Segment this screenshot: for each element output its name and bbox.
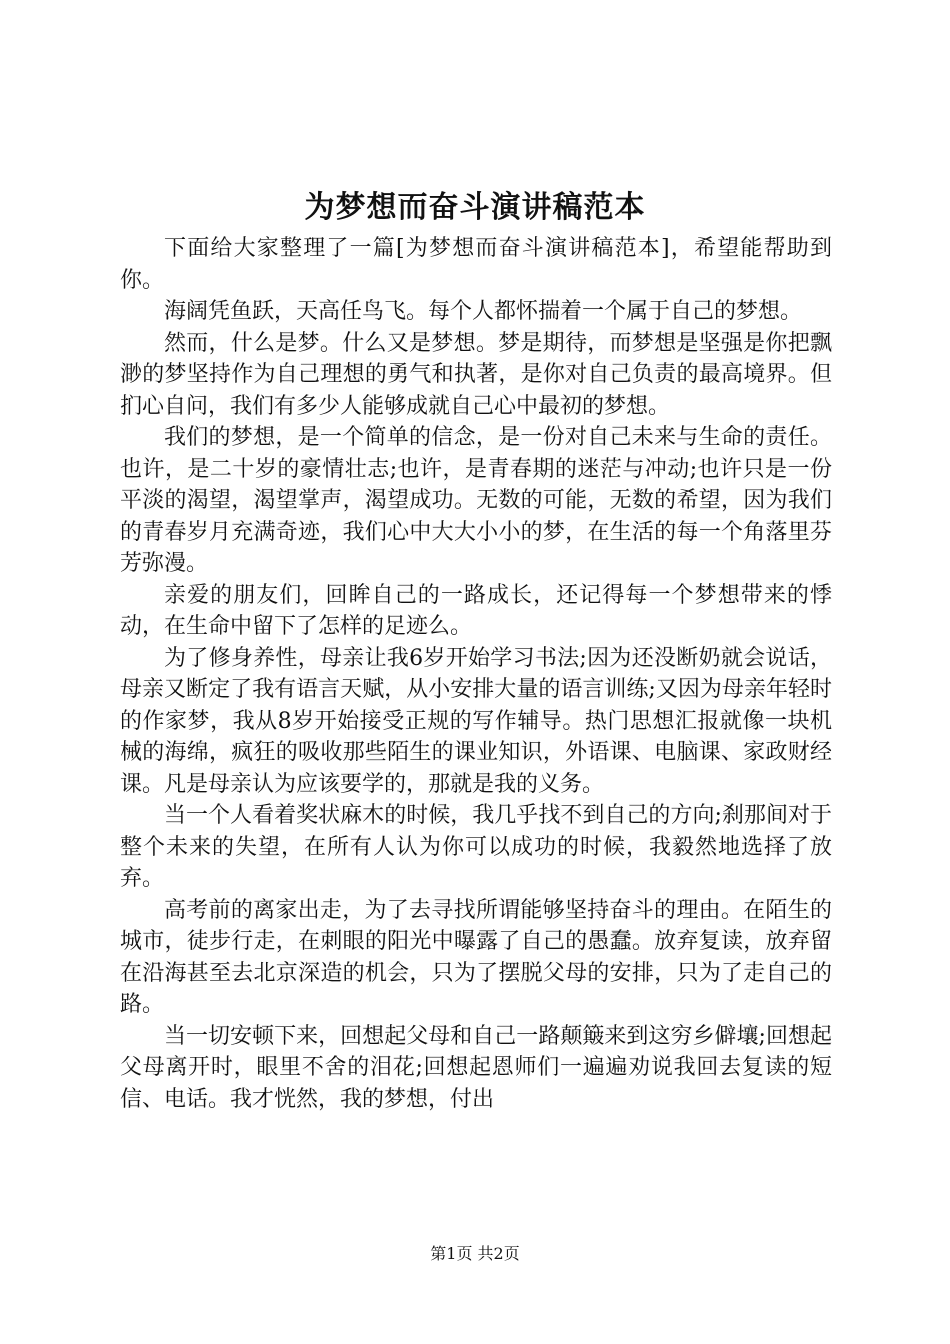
page-footer: [0, 1243, 950, 1265]
page-number: 第1页 共2页: [430, 1244, 520, 1263]
paragraph: 当一切安顿下来，回想起父母和自己一路颠簸来到这穷乡僻壤;回想起父母离开时，眼里不舍的泪花;回想起恩师们一遍遍劝说我回去复读的短信、电话。我才恍然，我的梦想，付出: [120, 1023, 832, 1112]
document-body: [120, 233, 832, 1115]
paragraph: 为了修身养性，母亲让我6岁开始学习书法;因为还没断奶就会说话，母亲又断定了我有语言天赋，从小安排大量的语言训练;又因为母亲年轻时的作家梦，我从8岁开始接受正规的写作辅导。热门思想汇报就像一块机械的海绵，疯狂的吸收那些陌生的课业知识，外语课、电脑课、家政财经课。凡是母亲认为应该要学的，那就是我的义务。: [120, 645, 832, 797]
paragraph: 亲爱的朋友们，回眸自己的一路成长，还记得每一个梦想带来的悸动，在生命中留下了怎样的足迹么。: [120, 582, 832, 639]
paragraph: 下面给大家整理了一篇[为梦想而奋斗演讲稿范本]，希望能帮助到你。: [120, 236, 832, 293]
paragraph: 海阔凭鱼跃，天高任鸟飞。每个人都怀揣着一个属于自己的梦想。: [164, 299, 803, 324]
paragraph: 高考前的离家出走，为了去寻找所谓能够坚持奋斗的理由。在陌生的城市，徒步行走，在刺眼的阳光中曝露了自己的愚蠢。放弃复读，放弃留在沿海甚至去北京深造的机会，只为了摆脱父母的安排，只为了走自己的路。: [120, 897, 832, 1017]
paragraph: 当一个人看着奖状麻木的时候，我几乎找不到自己的方向;刹那间对于整个未来的失望，在所有人认为你可以成功的时候，我毅然地选择了放弃。: [120, 803, 832, 891]
paragraph: 然而，什么是梦。什么又是梦想。梦是期待，而梦想是坚强是你把飘渺的梦坚持作为自己理想的勇气和执著，是你对自己负责的最高境界。但扪心自问，我们有多少人能够成就自己心中最初的梦想。: [120, 330, 832, 419]
paragraph: 我们的梦想，是一个简单的信念，是一份对自己未来与生命的责任。也许，是二十岁的豪情壮志;也许，是青春期的迷茫与冲动;也许只是一份平淡的渴望，渴望掌声，渴望成功。无数的可能，无数的希望，因为我们的青春岁月充满奇迹，我们心中大大小小的梦，在生活的每一个角落里芬芳弥漫。: [120, 425, 832, 576]
document-title: 为梦想而奋斗演讲稿范本: [304, 190, 646, 225]
